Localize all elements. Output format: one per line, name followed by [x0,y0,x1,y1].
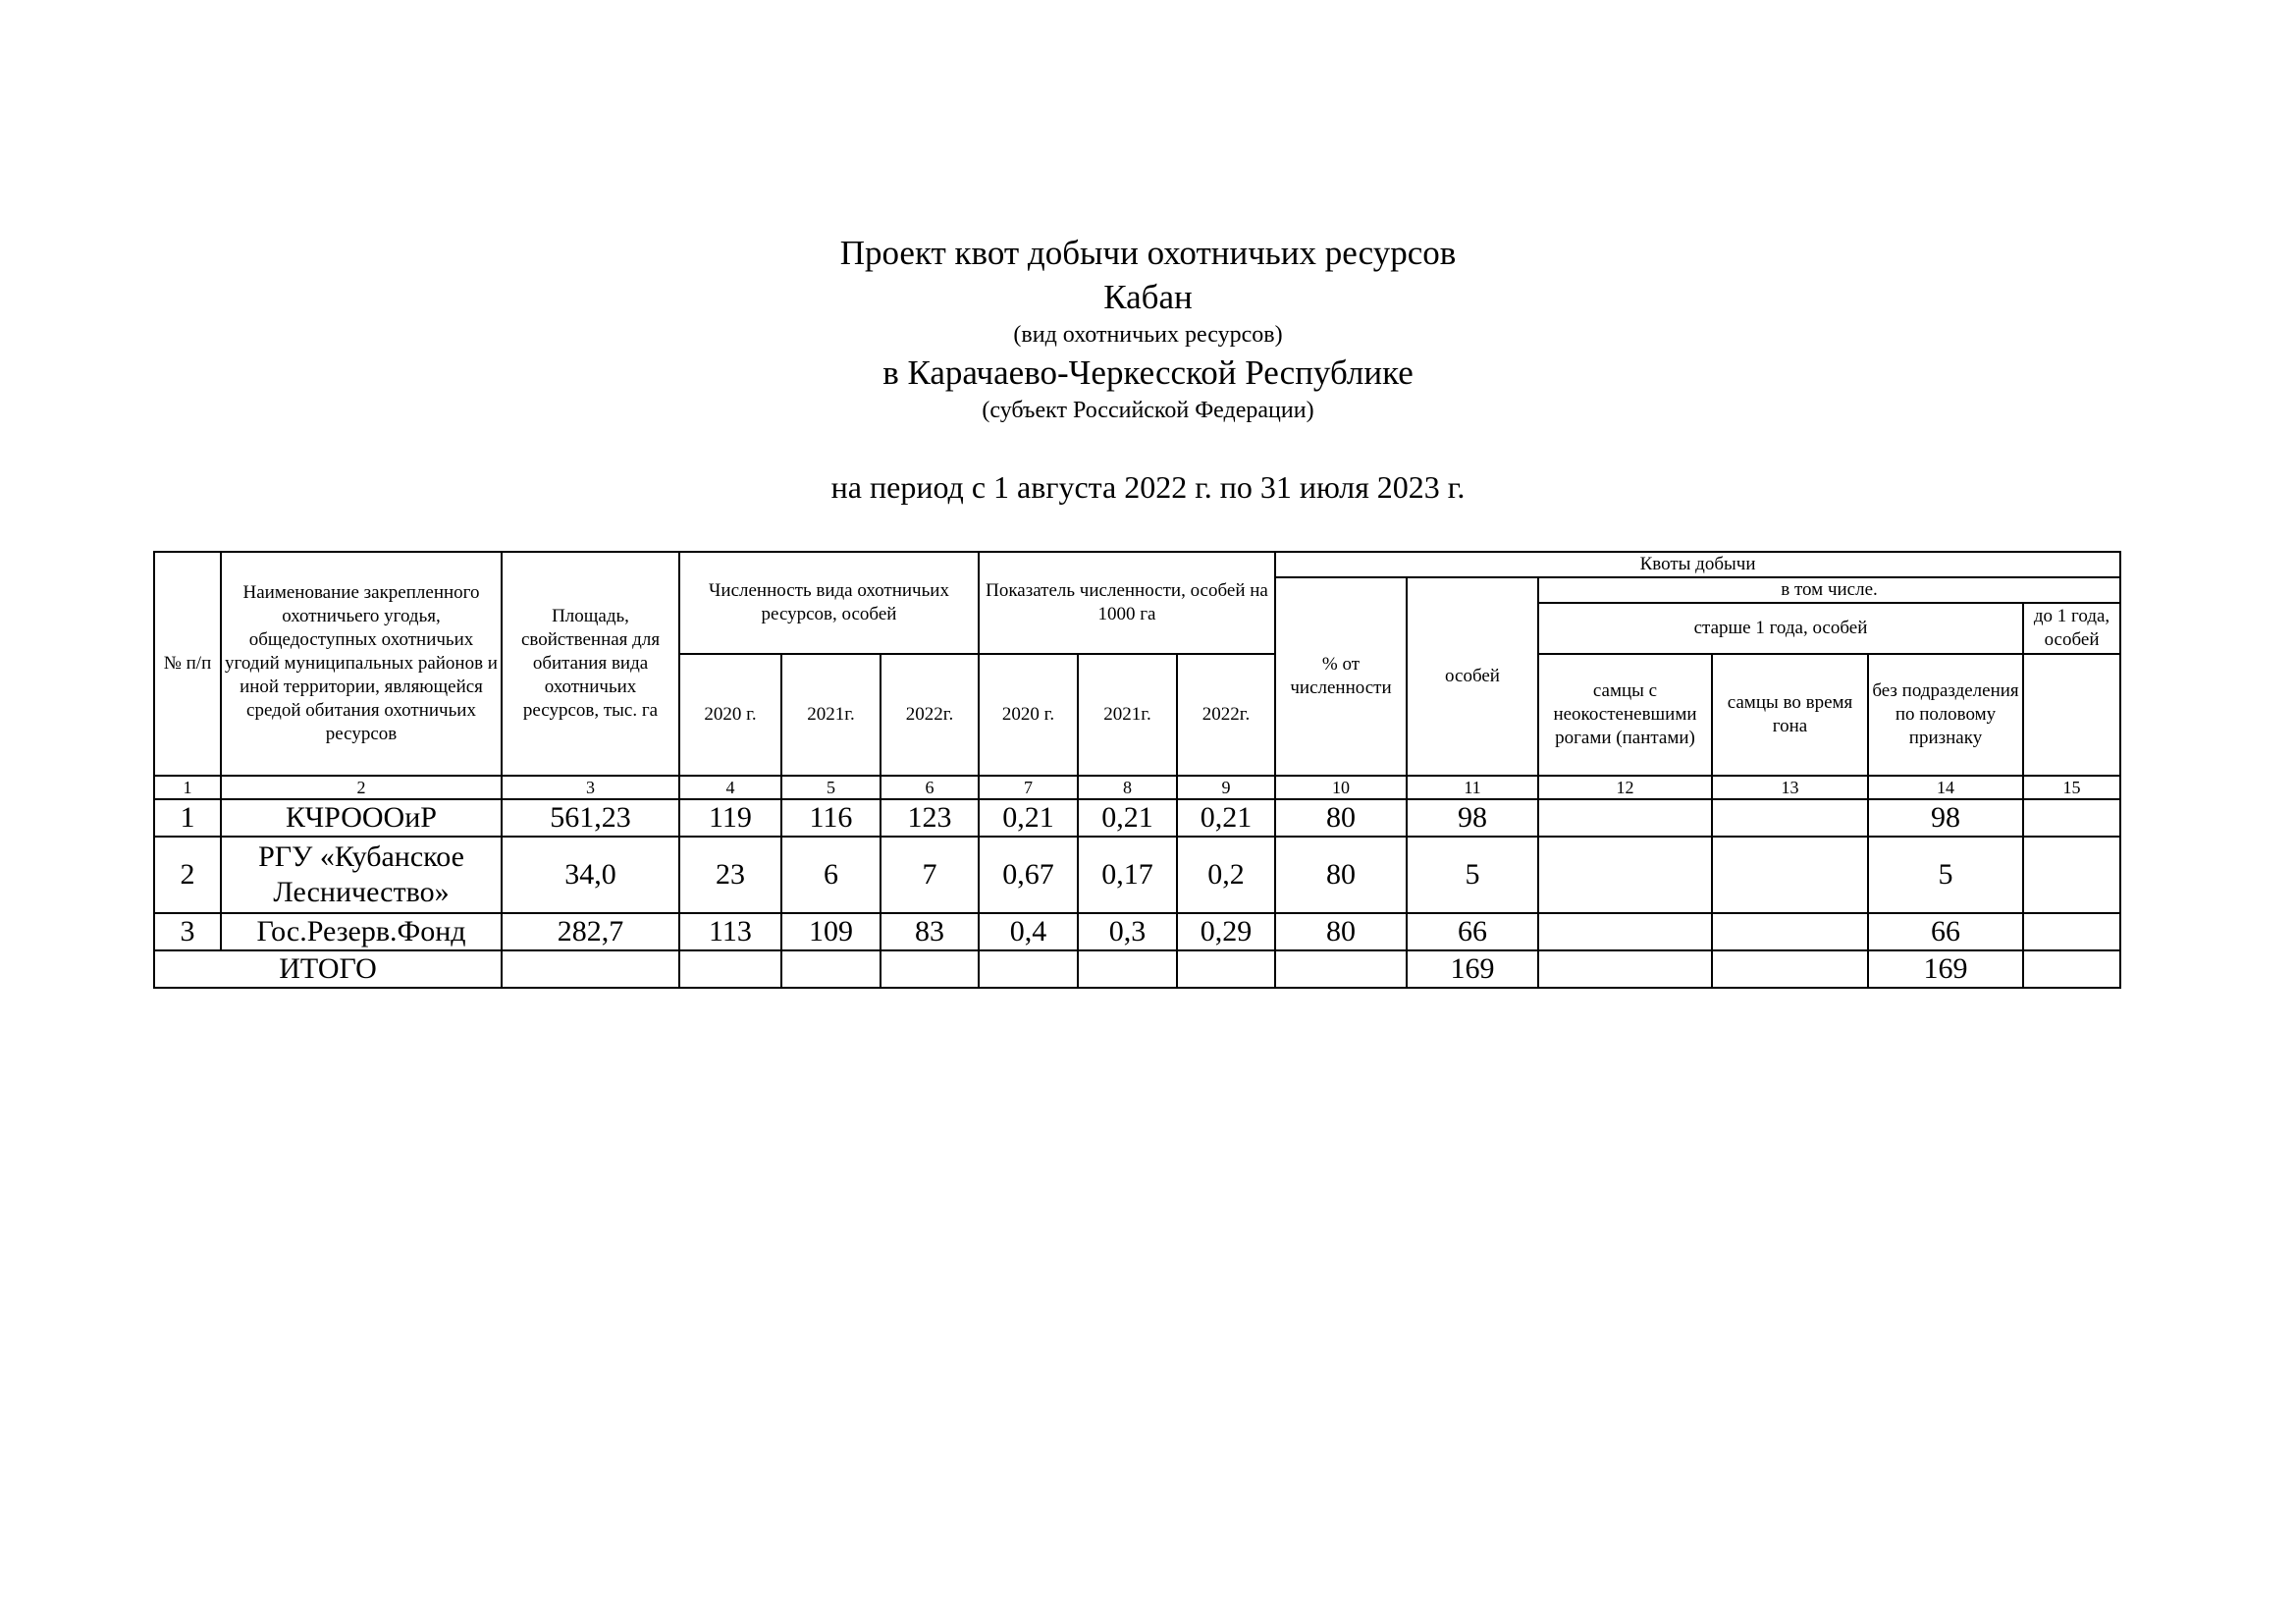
header-percent: % от численности [1275,577,1407,776]
cell-under-one [2023,837,2120,913]
total-no-sex: 169 [1868,950,2023,988]
region-name: в Карачаево-Черкесской Республике [882,353,1414,392]
cell-pop-2020: 23 [679,837,781,913]
header-no-sex: без подразделения по половому признаку [1868,654,2023,776]
column-number: 2 [221,776,502,799]
header-name: Наименование закрепленного охотничьего угодья, общедоступных охотничьих угодий муниципальных районов и иной территории, являющейся средой обитания охотничьих ресурсов [221,552,502,776]
cell-under-one [2023,799,2120,837]
cell-den-2021: 0,3 [1078,913,1177,950]
cell-percent: 80 [1275,799,1407,837]
cell-males-rut [1712,837,1868,913]
document-header [0,231,2296,509]
header-den-2021: 2021г. [1078,654,1177,776]
column-number: 10 [1275,776,1407,799]
header-older: старше 1 года, особей [1538,603,2023,654]
header-den-2020: 2020 г. [979,654,1078,776]
cell-pop-2022: 123 [881,799,979,837]
cell-name: Гос.Резерв.Фонд [221,913,502,950]
header-individuals: особей [1407,577,1538,776]
cell-percent: 80 [1275,837,1407,913]
total-den-2021 [1078,950,1177,988]
cell-no-sex: 5 [1868,837,2023,913]
column-number: 9 [1177,776,1275,799]
total-row [154,950,2120,988]
column-number-row [154,776,2120,799]
cell-no-sex: 98 [1868,799,2023,837]
cell-males-antlers [1538,913,1712,950]
quota-table [153,551,2121,989]
cell-individuals: 66 [1407,913,1538,950]
header-den-2022: 2022г. [1177,654,1275,776]
cell-area: 561,23 [502,799,679,837]
table-row [154,913,2120,950]
total-males-rut [1712,950,1868,988]
period-text: на период с 1 августа 2022 г. по 31 июля 2023 г. [830,469,1466,505]
total-individuals: 169 [1407,950,1538,988]
total-label: ИТОГО [154,950,502,988]
cell-males-antlers [1538,837,1712,913]
header-males-antlers: самцы с неокостеневшими рогами (пантами) [1538,654,1712,776]
header-density: Показатель численности, особей на 1000 га [979,552,1275,654]
column-number: 6 [881,776,979,799]
cell-den-2020: 0,67 [979,837,1078,913]
cell-den-2020: 0,21 [979,799,1078,837]
cell-den-2022: 0,21 [1177,799,1275,837]
column-number: 7 [979,776,1078,799]
column-number: 8 [1078,776,1177,799]
region-caption: (субъект Российской Федерации) [982,398,1314,423]
column-number: 1 [154,776,221,799]
cell-no-sex: 66 [1868,913,2023,950]
total-den-2020 [979,950,1078,988]
total-under-one [2023,950,2120,988]
column-number: 12 [1538,776,1712,799]
cell-area: 282,7 [502,913,679,950]
column-number: 3 [502,776,679,799]
cell-den-2022: 0,29 [1177,913,1275,950]
cell-den-2020: 0,4 [979,913,1078,950]
cell-males-rut [1712,913,1868,950]
table-row [154,837,2120,913]
total-pop-2021 [781,950,881,988]
header-pop-2022: 2022г. [881,654,979,776]
cell-pop-2022: 83 [881,913,979,950]
column-number: 11 [1407,776,1538,799]
cell-pop-2021: 116 [781,799,881,837]
header-area: Площадь, свойственная для обитания вида охотничьих ресурсов, тыс. га [502,552,679,776]
cell-num: 2 [154,837,221,913]
total-pop-2022 [881,950,979,988]
header-males-rut: самцы во время гона [1712,654,1868,776]
column-number: 14 [1868,776,2023,799]
cell-den-2021: 0,17 [1078,837,1177,913]
species-name: Кабан [1103,278,1193,316]
cell-den-2021: 0,21 [1078,799,1177,837]
header-num: № п/п [154,552,221,776]
header-under-one-empty [2023,654,2120,776]
table-row [154,799,2120,837]
header-under-one: до 1 года, особей [2023,603,2120,654]
cell-pop-2021: 109 [781,913,881,950]
cell-num: 1 [154,799,221,837]
document-title: Проект квот добычи охотничьих ресурсов [839,234,1457,272]
species-caption: (вид охотничьих ресурсов) [1013,322,1283,348]
cell-pop-2021: 6 [781,837,881,913]
cell-individuals: 98 [1407,799,1538,837]
total-percent [1275,950,1407,988]
column-number: 4 [679,776,781,799]
cell-males-antlers [1538,799,1712,837]
cell-percent: 80 [1275,913,1407,950]
column-number: 5 [781,776,881,799]
total-area [502,950,679,988]
total-den-2022 [1177,950,1275,988]
cell-pop-2020: 119 [679,799,781,837]
header-including: в том числе. [1538,577,2120,603]
header-quotas: Квоты добычи [1275,552,2120,577]
total-males-antlers [1538,950,1712,988]
column-number: 13 [1712,776,1868,799]
cell-pop-2020: 113 [679,913,781,950]
cell-name: РГУ «Кубанское Лесничество» [221,837,502,913]
header-pop-2021: 2021г. [781,654,881,776]
cell-den-2022: 0,2 [1177,837,1275,913]
header-population: Численность вида охотничьих ресурсов, особей [679,552,979,654]
cell-num: 3 [154,913,221,950]
column-number: 15 [2023,776,2120,799]
header-pop-2020: 2020 г. [679,654,781,776]
cell-pop-2022: 7 [881,837,979,913]
cell-under-one [2023,913,2120,950]
total-pop-2020 [679,950,781,988]
cell-name: КЧРОООиР [221,799,502,837]
cell-area: 34,0 [502,837,679,913]
cell-individuals: 5 [1407,837,1538,913]
cell-males-rut [1712,799,1868,837]
